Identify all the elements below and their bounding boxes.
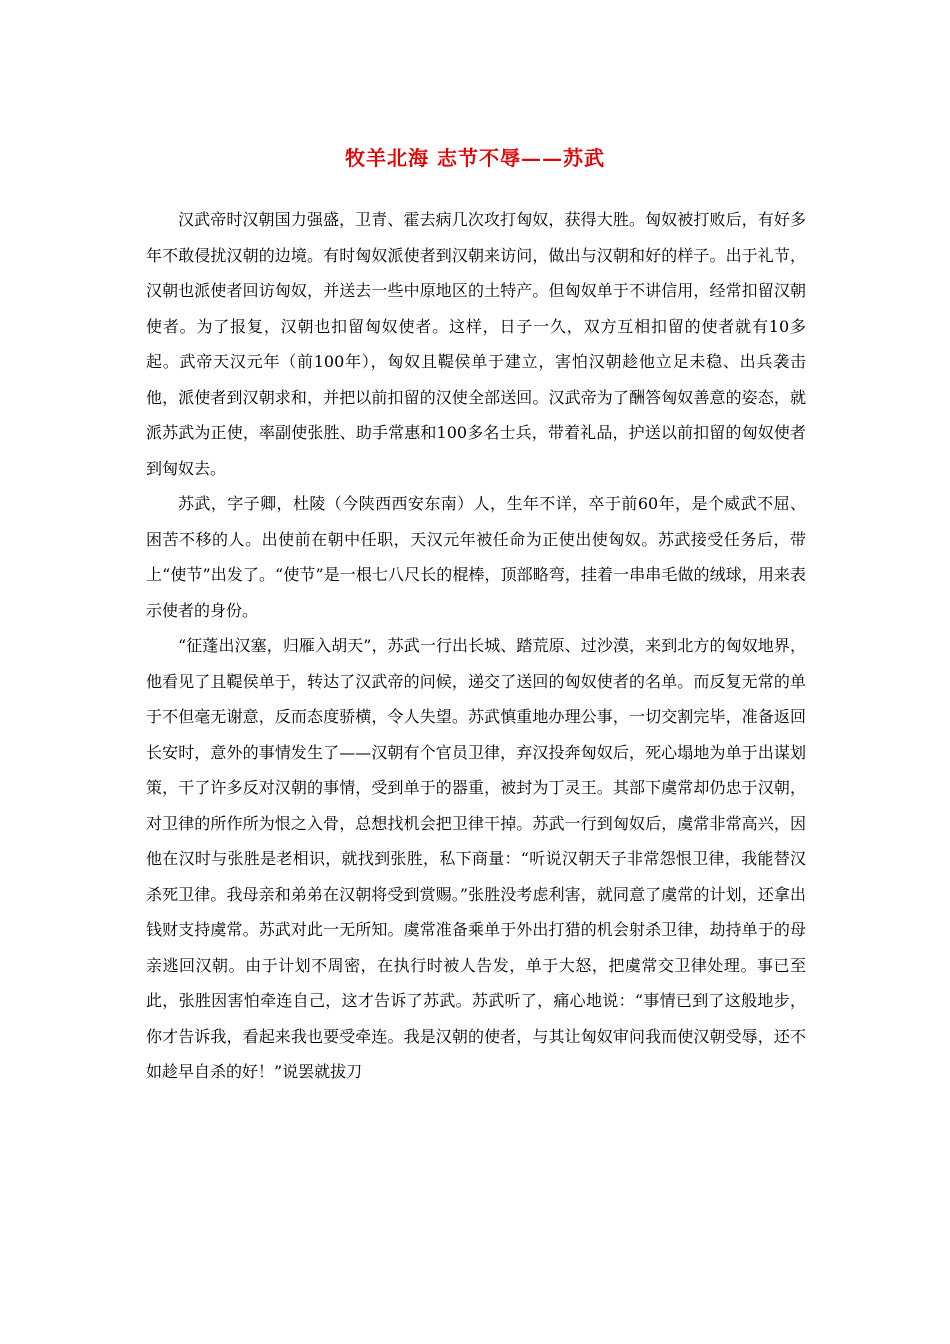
document-title: 牧羊北海 志节不辱——苏武 <box>345 146 605 170</box>
document-body <box>146 202 806 1090</box>
paragraph-3: “征蓬出汉塞，归雁入胡天”，苏武一行出长城、踏荒原、过沙漠，来到北方的匈奴地界，他看见了且鞮侯单于，转达了汉武帝的问候，递交了送回的匈奴使者的名单。而反复无常的单于不但毫无谢意，反而态度骄横，令人失望。苏武慎重地办理公事，一切交割完毕，准备返回长安时，意外的事情发生了——汉朝有个官员卫律，弃汉投奔匈奴后，死心塌地为单于出谋划策，干了许多反对汉朝的事情，受到单于的器重，被封为丁灵王。其部下虞常却仍忠于汉朝，对卫律的所作所为恨之入骨，总想找机会把卫律干掉。苏武一行到匈奴后，虞常非常高兴，因他在汉时与张胜是老相识，就找到张胜，私下商量：“听说汉朝天子非常怨恨卫律，我能替汉杀死卫律。我母亲和弟弟在汉朝将受到赏赐。”张胜没考虑利害，就同意了虞常的计划，还拿出钱财支持虞常。苏武对此一无所知。虞常准备乘单于外出打猎的机会射杀卫律，劫持单于的母亲逃回汉朝。由于计划不周密，在执行时被人告发，单于大怒，把虞常交卫律处理。事已至此，张胜因害怕牵连自己，这才告诉了苏武。苏武听了，痛心地说：“事情已到了这般地步，你才告诉我，看起来我也要受牵连。我是汉朝的使者，与其让匈奴审问我而使汉朝受辱，还不如趁早自杀的好！”说罢就拔刀 <box>146 636 806 1081</box>
paragraph-2: 苏武，字子卿，杜陵（今陕西西安东南）人，生年不详，卒于前60年，是个威武不屈、困苦不移的人。出使前在朝中任职，天汉元年被任命为正使出使匈奴。苏武接受任务后，带上“使节”出发了。“使节”是一根七八尺长的棍棒，顶部略弯，挂着一串串毛做的绒球，用来表示使者的身份。 <box>146 494 806 620</box>
paragraph-1: 汉武帝时汉朝国力强盛，卫青、霍去病几次攻打匈奴，获得大胜。匈奴被打败后，有好多年不敢侵扰汉朝的边境。有时匈奴派使者到汉朝来访问，做出与汉朝和好的样子。出于礼节，汉朝也派使者回访匈奴，并送去一些中原地区的土特产。但匈奴单于不讲信用，经常扣留汉朝使者。为了报复，汉朝也扣留匈奴使者。这样，日子一久，双方互相扣留的使者就有10多起。武帝天汉元年（前100年），匈奴且鞮侯单于建立，害怕汉朝趁他立足未稳、出兵袭击他，派使者到汉朝求和，并把以前扣留的汉使全部送回。汉武帝为了酬答匈奴善意的姿态，就派苏武为正使，率副使张胜、助手常惠和100多名士兵，带着礼品，护送以前扣留的匈奴使者到匈奴去。 <box>146 210 806 478</box>
